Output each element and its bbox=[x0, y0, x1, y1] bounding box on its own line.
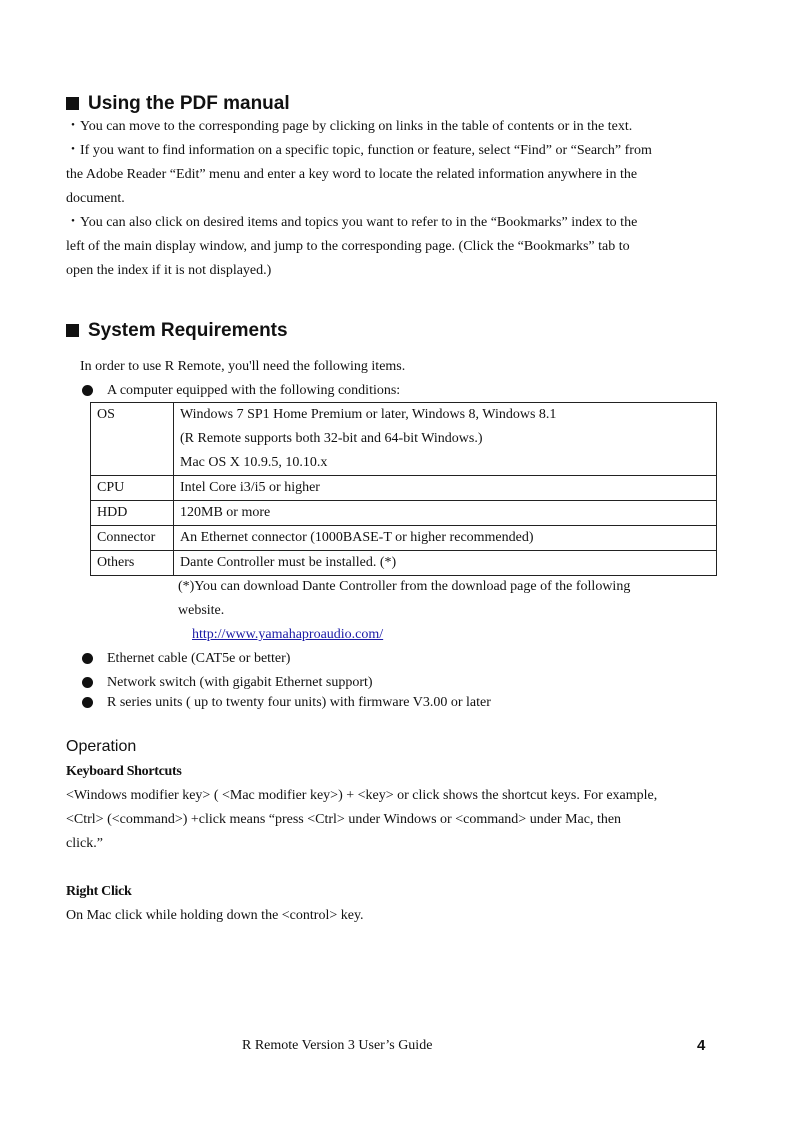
requirements-bullet-computer: A computer equipped with the following conditions: bbox=[107, 383, 401, 398]
square-bullet-icon bbox=[66, 97, 79, 110]
bullet-icon bbox=[82, 653, 93, 669]
table-value-os: Windows 7 SP1 Home Premium or later, Windows 8, Windows 8.1 (R Remote supports both 32-bit and 64-bit Windows.) Mac OS X 10.9.5, 10.10.x bbox=[174, 403, 717, 476]
footer-guide-title: R Remote Version 3 User’s Guide bbox=[242, 1038, 433, 1053]
table-row bbox=[91, 526, 717, 551]
dante-note-line-1: (*)You can download Dante Controller from the download page of the following bbox=[178, 579, 631, 594]
bullet-icon bbox=[82, 697, 93, 713]
requirements-table bbox=[90, 402, 717, 576]
operation-heading: Operation bbox=[66, 738, 137, 755]
table-value-others: Dante Controller must be installed. (*) bbox=[174, 551, 717, 576]
requirements-bullet-switch: Network switch (with gigabit Ethernet support) bbox=[107, 675, 373, 690]
table-row bbox=[91, 501, 717, 526]
page-number: 4 bbox=[697, 1037, 706, 1054]
table-key-cpu: CPU bbox=[91, 476, 174, 501]
keyboard-shortcuts-heading: Keyboard Shortcuts bbox=[66, 764, 182, 779]
section-heading-pdf-manual: Using the PDF manual bbox=[66, 93, 290, 115]
table-key-os: OS bbox=[91, 403, 174, 476]
table-value-cpu: Intel Core i3/i5 or higher bbox=[174, 476, 717, 501]
pdf-manual-line-1: ・You can move to the corresponding page by clicking on links in the table of contents or in the text. bbox=[66, 119, 633, 134]
table-key-hdd: HDD bbox=[91, 501, 174, 526]
pdf-manual-line-5: ・You can also click on desired items and topics you want to refer to in the “Bookmarks” index to the bbox=[66, 215, 638, 230]
table-row bbox=[91, 476, 717, 501]
dante-note-line-2: website. bbox=[178, 603, 225, 618]
table-key-connector: Connector bbox=[91, 526, 174, 551]
bullet-icon bbox=[82, 385, 93, 401]
pdf-manual-line-2: ・If you want to find information on a specific topic, function or feature, select “Find” or “Search” from bbox=[66, 143, 652, 158]
shortcuts-line-3: click.” bbox=[66, 836, 103, 851]
shortcuts-line-1: <Windows modifier key> ( <Mac modifier key>) + <key> or click shows the shortcut keys. For example, bbox=[66, 788, 658, 803]
section-heading-system-requirements: System Requirements bbox=[66, 320, 288, 342]
pdf-manual-line-4: document. bbox=[66, 191, 125, 206]
pdf-manual-line-7: open the index if it is not displayed.) bbox=[66, 263, 272, 278]
table-value-connector: An Ethernet connector (1000BASE-T or higher recommended) bbox=[174, 526, 717, 551]
requirements-intro: In order to use R Remote, you'll need the following items. bbox=[80, 359, 406, 374]
right-click-text: On Mac click while holding down the <control> key. bbox=[66, 908, 364, 923]
right-click-heading: Right Click bbox=[66, 884, 132, 899]
requirements-bullet-ethernet: Ethernet cable (CAT5e or better) bbox=[107, 651, 291, 666]
table-value-hdd: 120MB or more bbox=[174, 501, 717, 526]
yamaha-proaudio-link[interactable]: http://www.yamahaproaudio.com/ bbox=[192, 627, 384, 642]
shortcuts-line-2: <Ctrl> (<command>) +click means “press <Ctrl> under Windows or <command> under Mac, then bbox=[66, 812, 622, 827]
bullet-icon bbox=[82, 677, 93, 693]
table-row bbox=[91, 403, 717, 476]
pdf-manual-line-6: left of the main display window, and jump to the corresponding page. (Click the “Bookmarks” tab to bbox=[66, 239, 630, 254]
requirements-bullet-r-series: R series units ( up to twenty four units) with firmware V3.00 or later bbox=[107, 695, 491, 710]
square-bullet-icon bbox=[66, 324, 79, 337]
table-row bbox=[91, 551, 717, 576]
table-key-others: Others bbox=[91, 551, 174, 576]
pdf-manual-line-3: the Adobe Reader “Edit” menu and enter a key word to locate the related information anywhere in the bbox=[66, 167, 638, 182]
